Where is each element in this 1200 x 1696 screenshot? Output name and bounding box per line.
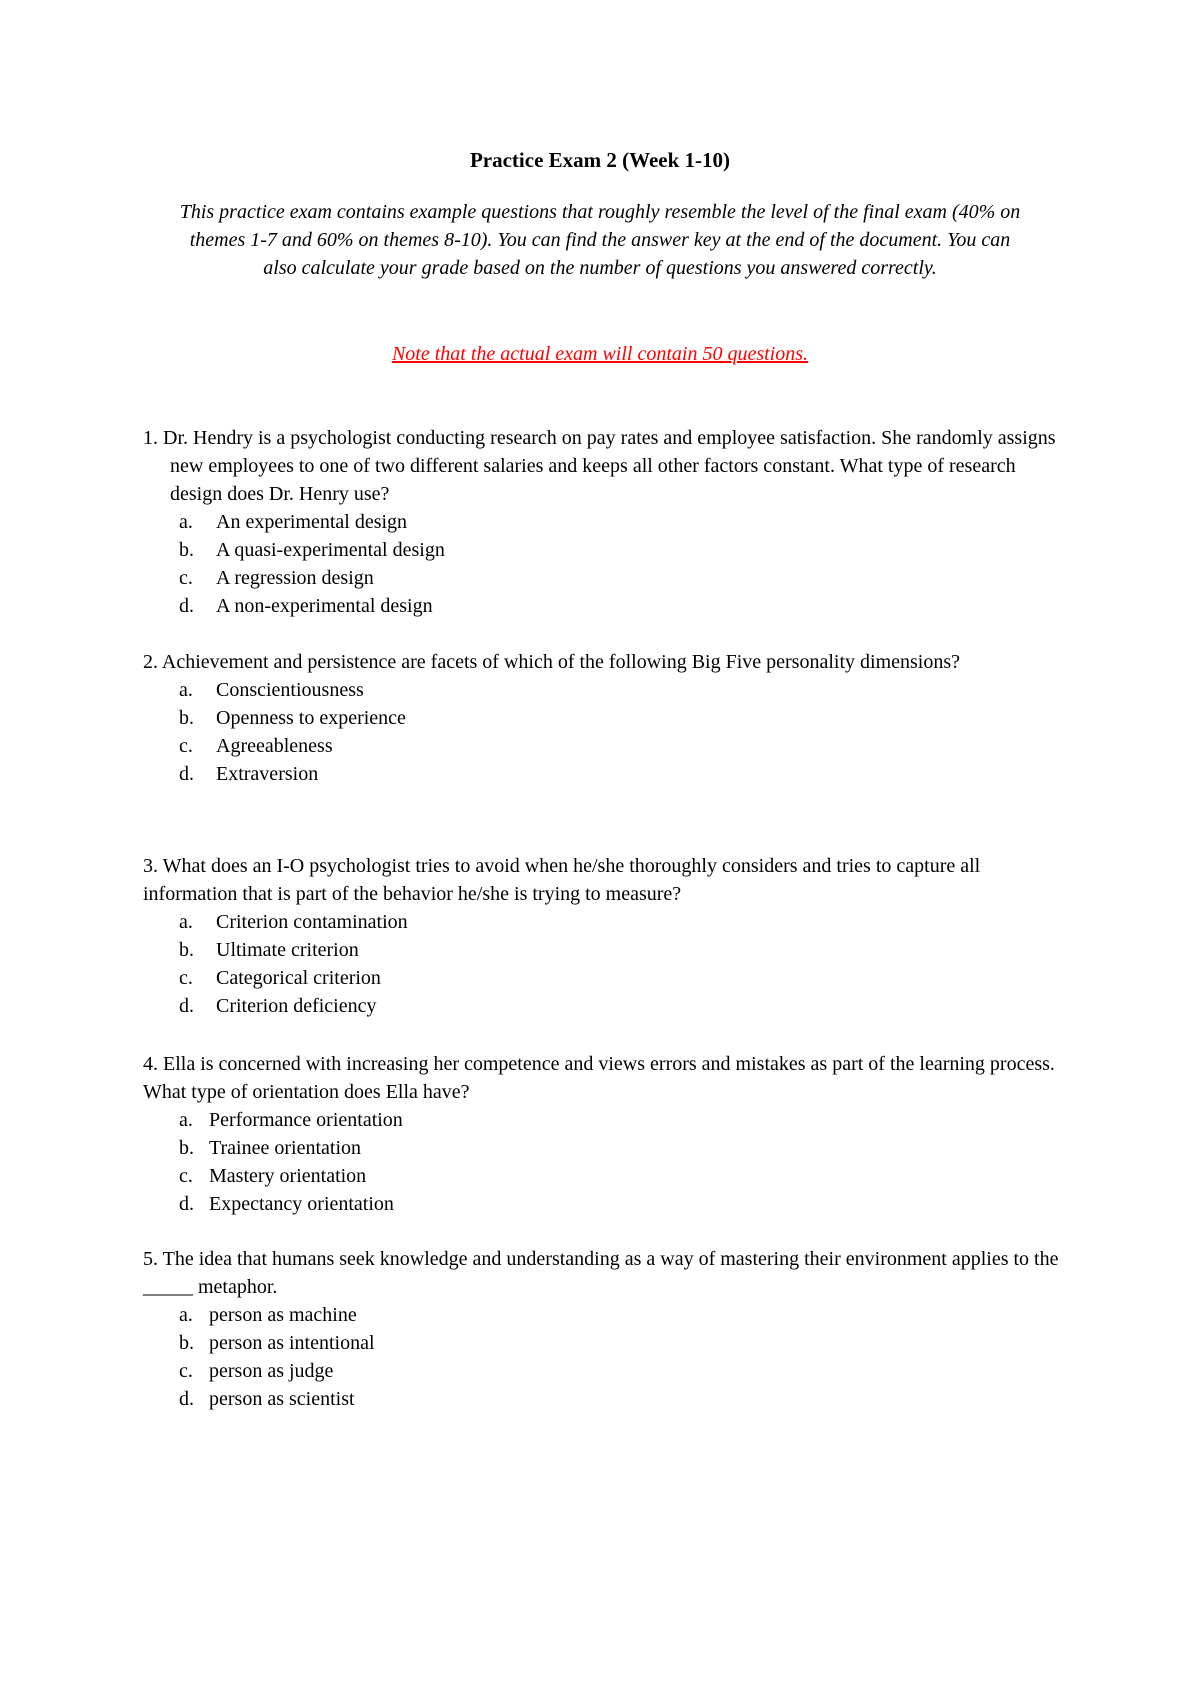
option-letter: a. bbox=[179, 511, 193, 533]
option-letter: a. bbox=[179, 911, 193, 933]
option-letter: c. bbox=[179, 1165, 193, 1187]
option-text: A quasi-experimental design bbox=[216, 539, 445, 561]
question-4 bbox=[143, 1050, 1063, 1218]
intro-paragraph: This practice exam contains example questions that roughly resemble the level of the final exam (40% on themes 1-7 and 60% on themes 8-10). You can find the answer key at the end of the document. You can also calculate your grade based on the number of questions you answered correctly. bbox=[179, 201, 1021, 279]
option-letter: a. bbox=[179, 1304, 193, 1326]
option-text: Expectancy orientation bbox=[209, 1193, 394, 1215]
option-text: Conscientiousness bbox=[216, 679, 364, 701]
option-letter: b. bbox=[179, 1332, 194, 1354]
option-text: person as scientist bbox=[209, 1388, 355, 1410]
question-1-option-b bbox=[143, 536, 1063, 564]
option-letter: b. bbox=[179, 539, 194, 561]
option-letter: d. bbox=[179, 1193, 194, 1215]
option-letter: c. bbox=[179, 735, 193, 757]
option-text: Trainee orientation bbox=[209, 1137, 362, 1159]
option-text: Openness to experience bbox=[216, 707, 406, 729]
question-3-option-c bbox=[143, 964, 1063, 992]
option-text: Agreeableness bbox=[216, 735, 333, 757]
option-text: person as judge bbox=[209, 1360, 334, 1382]
option-text: Categorical criterion bbox=[216, 967, 381, 989]
question-4-option-d bbox=[143, 1190, 1063, 1218]
question-1-option-d bbox=[143, 592, 1063, 620]
option-letter: d. bbox=[179, 763, 194, 785]
question-1-option-a bbox=[143, 508, 1063, 536]
option-letter: a. bbox=[179, 679, 193, 701]
question-4-option-c bbox=[143, 1162, 1063, 1190]
option-letter: d. bbox=[179, 1388, 194, 1410]
option-letter: d. bbox=[179, 595, 194, 617]
question-1 bbox=[143, 424, 1063, 620]
option-letter: c. bbox=[179, 967, 193, 989]
exam-note: Note that the actual exam will contain 50 questions. bbox=[391, 343, 809, 365]
option-letter: c. bbox=[179, 1360, 193, 1382]
option-letter: b. bbox=[179, 707, 194, 729]
question-4-option-a bbox=[143, 1106, 1063, 1134]
question-3-option-d bbox=[143, 992, 1063, 1020]
question-3 bbox=[143, 852, 1063, 1020]
question-4-text: 4. Ella is concerned with increasing her competence and views errors and mistakes as part of the learning process. What type of orientation does Ella have? bbox=[143, 1053, 1055, 1103]
question-1-option-c bbox=[143, 564, 1063, 592]
question-2 bbox=[143, 648, 1063, 788]
option-letter: c. bbox=[179, 567, 193, 589]
question-2-option-a bbox=[143, 676, 1063, 704]
option-text: A regression design bbox=[216, 567, 374, 589]
question-3-option-a bbox=[143, 908, 1063, 936]
question-5-text: 5. The idea that humans seek knowledge and understanding as a way of mastering their environment applies to the _____ metaphor. bbox=[143, 1248, 1059, 1298]
question-3-text: 3. What does an I-O psychologist tries to avoid when he/she thoroughly considers and tries to capture all information that is part of the behavior he/she is trying to measure? bbox=[143, 855, 981, 905]
question-2-option-b bbox=[143, 704, 1063, 732]
option-letter: b. bbox=[179, 1137, 194, 1159]
option-text: Mastery orientation bbox=[209, 1165, 367, 1187]
question-4-option-b bbox=[143, 1134, 1063, 1162]
option-text: An experimental design bbox=[216, 511, 408, 533]
question-3-option-b bbox=[143, 936, 1063, 964]
question-1-text: 1. Dr. Hendry is a psychologist conducting research on pay rates and employee satisfaction. She randomly assigns new employees to one of two different salaries and keeps all other factors constant. What type of research design does Dr. Henry use? bbox=[143, 427, 1056, 505]
option-letter: a. bbox=[179, 1109, 193, 1131]
question-5-option-d bbox=[143, 1385, 1063, 1413]
question-2-option-d bbox=[143, 760, 1063, 788]
option-text: Criterion deficiency bbox=[216, 995, 377, 1017]
question-5-option-c bbox=[143, 1357, 1063, 1385]
option-letter: d. bbox=[179, 995, 194, 1017]
question-5-option-a bbox=[143, 1301, 1063, 1329]
option-text: Criterion contamination bbox=[216, 911, 408, 933]
question-5 bbox=[143, 1245, 1063, 1413]
option-text: Ultimate criterion bbox=[216, 939, 359, 961]
question-2-text: 2. Achievement and persistence are facets of which of the following Big Five personality dimensions? bbox=[143, 651, 961, 673]
option-letter: b. bbox=[179, 939, 194, 961]
option-text: A non-experimental design bbox=[216, 595, 433, 617]
question-5-option-b bbox=[143, 1329, 1063, 1357]
option-text: person as intentional bbox=[209, 1332, 375, 1354]
document-title: Practice Exam 2 (Week 1-10) bbox=[469, 148, 731, 172]
question-2-option-c bbox=[143, 732, 1063, 760]
option-text: Performance orientation bbox=[209, 1109, 403, 1131]
option-text: Extraversion bbox=[216, 763, 319, 785]
option-text: person as machine bbox=[209, 1304, 357, 1326]
